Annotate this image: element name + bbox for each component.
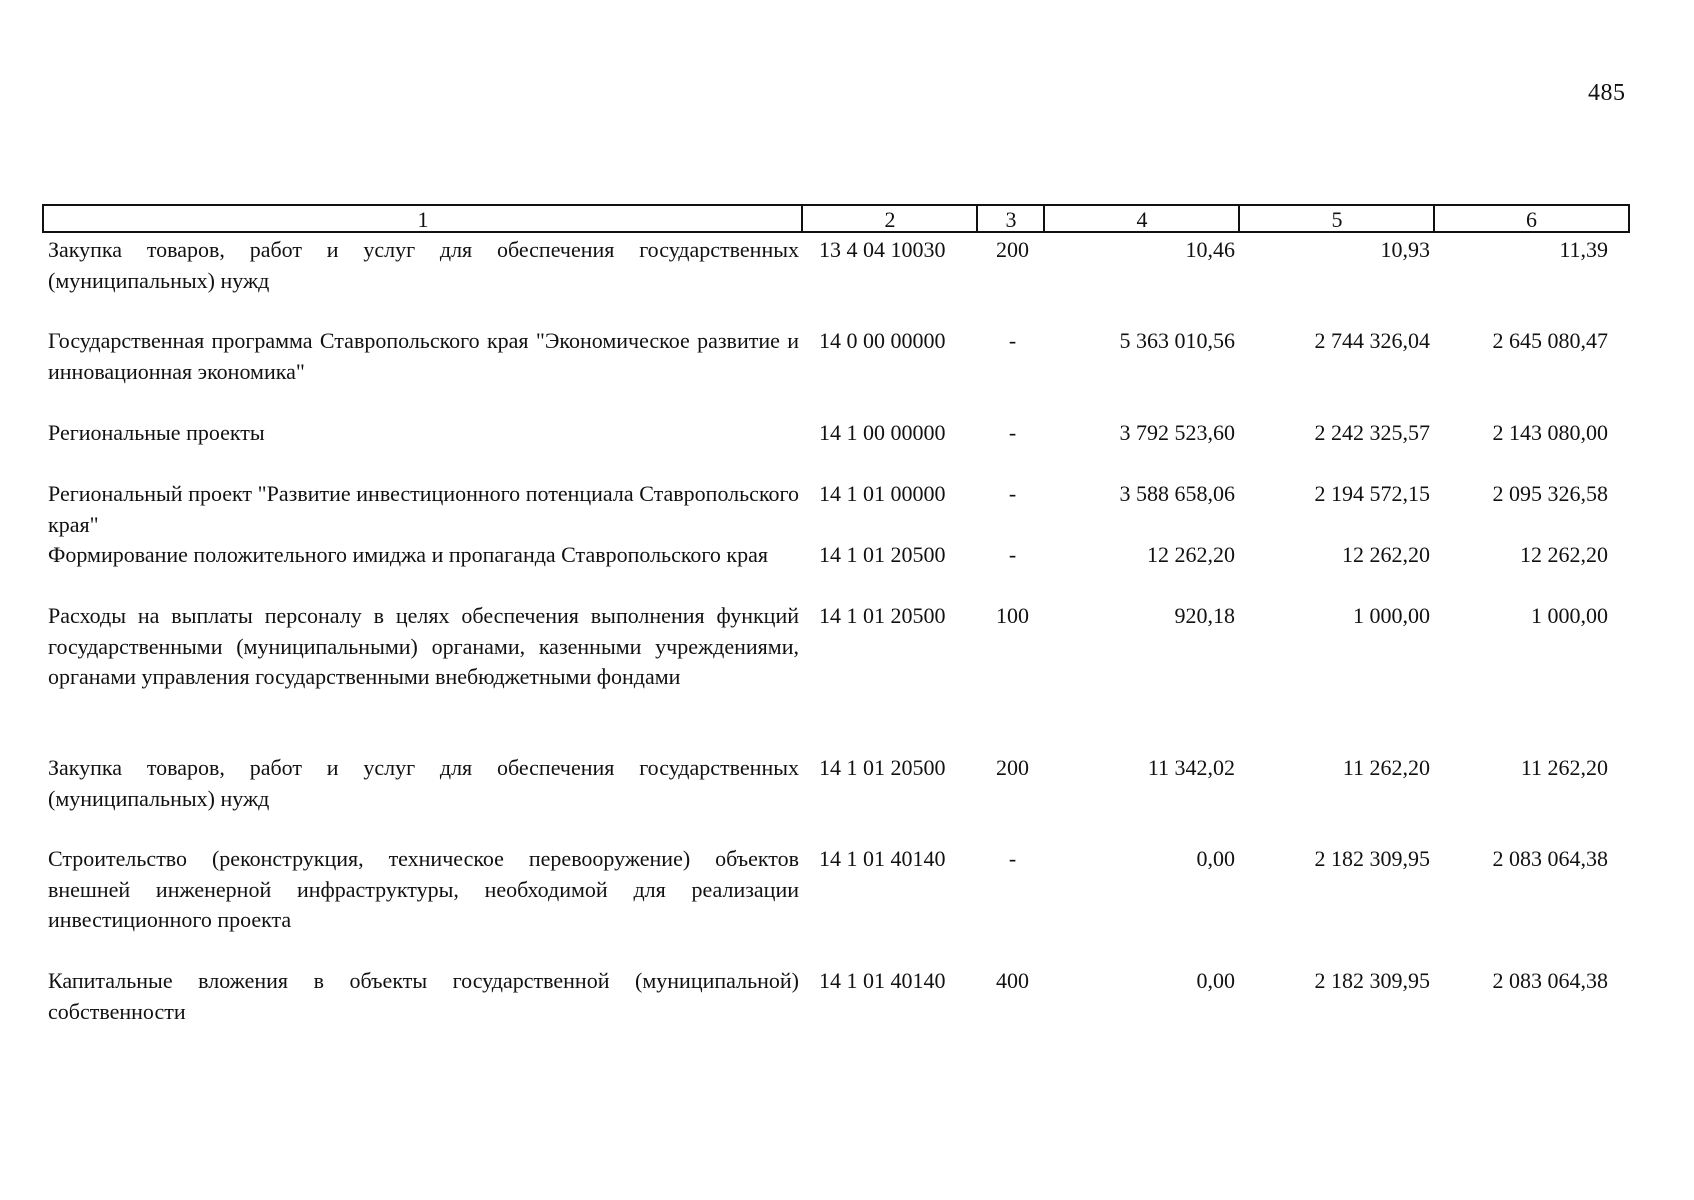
row-expense-type: - — [1008, 481, 1017, 506]
row-name: Капитальные вложения в объекты государственной (муниципальной) собственности — [48, 968, 799, 1024]
row-value-col5: 2 182 309,95 — [1314, 968, 1430, 993]
row-code: 14 1 01 00000 — [819, 481, 946, 506]
row-value-col5: 1 000,00 — [1353, 603, 1430, 628]
row-value-col4: 0,00 — [1196, 846, 1235, 871]
row-expense-type: - — [1008, 542, 1017, 567]
row-code: 14 1 01 20500 — [819, 542, 946, 567]
row-value-col5: 2 194 572,15 — [1314, 481, 1430, 506]
row-expense-type: - — [1008, 420, 1017, 445]
row-value-col4: 11 342,02 — [1147, 755, 1235, 780]
row-code: 14 1 00 00000 — [819, 420, 946, 445]
row-code: 14 0 00 00000 — [819, 328, 946, 353]
row-value-col6: 11,39 — [1559, 237, 1608, 262]
row-value-col4: 3 792 523,60 — [1119, 420, 1235, 445]
row-name: Строительство (реконструкция, техническое перевооружение) объектов внешней инженерной инфраструктуры, необходимой для реализации инвестиционного проекта — [48, 846, 799, 932]
row-name: Расходы на выплаты персоналу в целях обеспечения выполнения функций государственными (муниципальными) органами, казенными учреждениями, органами управления государственными внебюджетными фондами — [48, 603, 799, 689]
table-header-row — [42, 204, 1630, 233]
row-value-col5: 2 242 325,57 — [1314, 420, 1430, 445]
page-number: 485 — [1588, 80, 1626, 106]
row-code: 14 1 01 20500 — [819, 603, 946, 628]
row-value-col4: 3 588 658,06 — [1119, 481, 1235, 506]
row-name: Региональный проект "Развитие инвестиционного потенциала Ставропольского края" — [48, 481, 799, 537]
row-name: Закупка товаров, работ и услуг для обеспечения государственных (муниципальных) нужд — [48, 755, 799, 811]
row-expense-type: 200 — [996, 755, 1029, 780]
header-col-3: 3 — [1005, 207, 1017, 232]
row-name: Формирование положительного имиджа и пропаганда Ставропольского края — [48, 542, 768, 567]
row-value-col6: 2 095 326,58 — [1492, 481, 1608, 506]
row-code: 14 1 01 40140 — [819, 846, 946, 871]
row-expense-type: 400 — [996, 968, 1029, 993]
row-value-col5: 10,93 — [1380, 237, 1430, 262]
row-value-col4: 12 262,20 — [1147, 542, 1235, 567]
row-expense-type: - — [1008, 328, 1017, 353]
row-name: Государственная программа Ставропольского края "Экономическое развитие и инновационная экономика" — [48, 328, 799, 384]
row-expense-type: - — [1008, 846, 1017, 871]
row-expense-type: 100 — [996, 603, 1029, 628]
row-value-col6: 2 083 064,38 — [1492, 846, 1608, 871]
row-value-col4: 10,46 — [1185, 237, 1235, 262]
header-col-4: 4 — [1136, 207, 1148, 232]
row-code: 14 1 01 40140 — [819, 968, 946, 993]
header-col-1: 1 — [417, 207, 429, 232]
row-code: 14 1 01 20500 — [819, 755, 946, 780]
row-name: Региональные проекты — [48, 420, 265, 445]
header-col-6: 6 — [1526, 207, 1537, 232]
row-value-col6: 2 143 080,00 — [1492, 420, 1608, 445]
row-value-col6: 1 000,00 — [1531, 603, 1608, 628]
header-col-2: 2 — [884, 207, 896, 232]
row-value-col6: 2 083 064,38 — [1492, 968, 1608, 993]
row-code: 13 4 04 10030 — [819, 237, 946, 262]
row-value-col6: 11 262,20 — [1520, 755, 1608, 780]
row-value-col4: 5 363 010,56 — [1119, 328, 1235, 353]
row-value-col5: 2 182 309,95 — [1314, 846, 1430, 871]
row-value-col6: 2 645 080,47 — [1492, 328, 1608, 353]
row-value-col4: 0,00 — [1196, 968, 1235, 993]
header-col-5: 5 — [1331, 207, 1343, 232]
row-expense-type: 200 — [996, 237, 1029, 262]
row-value-col5: 12 262,20 — [1342, 542, 1430, 567]
row-name: Закупка товаров, работ и услуг для обеспечения государственных (муниципальных) нужд — [48, 237, 799, 293]
row-value-col5: 11 262,20 — [1342, 755, 1430, 780]
row-value-col4: 920,18 — [1174, 603, 1235, 628]
row-value-col6: 12 262,20 — [1520, 542, 1608, 567]
row-value-col5: 2 744 326,04 — [1314, 328, 1430, 353]
